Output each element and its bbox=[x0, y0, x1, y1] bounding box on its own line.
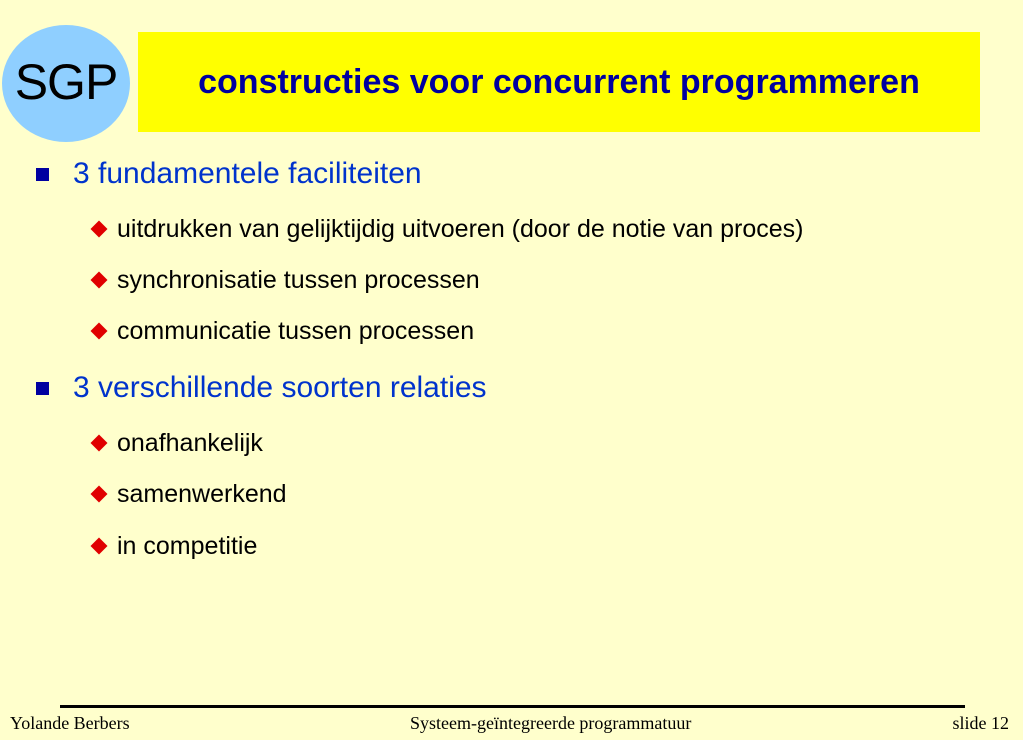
list-item bbox=[91, 212, 804, 246]
list-item bbox=[91, 477, 287, 511]
list-item bbox=[36, 154, 422, 194]
list-item-text: synchronisatie tussen processen bbox=[117, 265, 480, 294]
diamond-bullet-icon bbox=[91, 486, 108, 503]
list-item bbox=[91, 314, 474, 348]
list-item bbox=[91, 263, 480, 297]
list-item-text: in competitie bbox=[117, 531, 258, 560]
diamond-bullet-icon bbox=[91, 272, 108, 289]
diamond-bullet-icon bbox=[91, 221, 108, 238]
footer-course: Systeem-geïntegreerde programmatuur bbox=[410, 713, 692, 733]
diamond-bullet-icon bbox=[91, 538, 108, 555]
square-bullet-icon bbox=[36, 382, 49, 395]
diamond-bullet-icon bbox=[91, 323, 108, 340]
list-item-text: 3 fundamentele faciliteiten bbox=[73, 157, 422, 190]
sgp-logo bbox=[2, 25, 130, 142]
footer-slide-number: slide 12 bbox=[952, 713, 1009, 733]
list-item-text: samenwerkend bbox=[117, 479, 287, 508]
list-item bbox=[91, 426, 263, 460]
logo-text: SGP bbox=[14, 53, 118, 110]
list-item-text: onafhankelijk bbox=[117, 428, 263, 457]
slide-title: constructies voor concurrent programmeren bbox=[198, 62, 920, 101]
list-item-text: uitdrukken van gelijktijdig uitvoeren (door de notie van proces) bbox=[117, 214, 804, 243]
square-bullet-icon bbox=[36, 168, 49, 181]
footer-author: Yolande Berbers bbox=[10, 713, 130, 733]
list-item bbox=[36, 368, 487, 408]
footer-divider bbox=[60, 705, 965, 708]
list-item-text: 3 verschillende soorten relaties bbox=[73, 371, 487, 404]
title-banner bbox=[138, 32, 980, 132]
diamond-bullet-icon bbox=[91, 435, 108, 452]
list-item bbox=[91, 529, 257, 563]
list-item-text: communicatie tussen processen bbox=[117, 316, 475, 345]
